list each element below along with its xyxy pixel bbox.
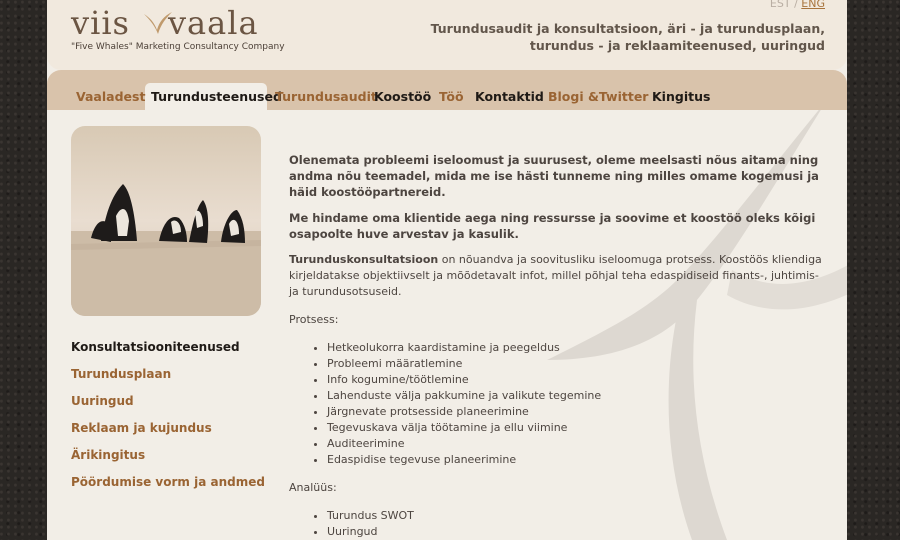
sidebar-item-poordumise-vorm[interactable]: Pöördumise vorm ja andmed: [71, 475, 265, 489]
orca-photo: [71, 126, 261, 316]
lang-separator: /: [794, 0, 798, 10]
process-list: [289, 340, 829, 468]
list-item: • Probleemi määratlemine: [327, 356, 829, 372]
sidebar-item-turundusplaan[interactable]: Turundusplaan: [71, 367, 172, 381]
nav-item-turundusaudit[interactable]: Turundusaudit: [275, 89, 377, 104]
header: [47, 0, 847, 70]
lang-est-link[interactable]: EST: [769, 0, 791, 10]
list-item: • Hetkeolukorra kaardistamine ja peegeldus: [327, 340, 829, 356]
nav-item-koostoo[interactable]: Koostöö: [374, 89, 432, 104]
intro-paragraph: [289, 252, 829, 300]
intro-text: on nõuandva ja soovitusliku iseloomuga protsess. Koostöös kliendiga kirjeldatakse objektiivselt ja mõõdetavalt infot, millel põhjal teha edaspidiseid finants-, juhtimis- ja turundusotsuseid.: [289, 253, 822, 298]
process-label: Protsess:: [289, 313, 339, 326]
list-item: • Auditeerimine: [327, 436, 829, 452]
nav-item-kontaktid[interactable]: Kontaktid: [475, 89, 544, 104]
list-item: • Uuringud: [327, 524, 829, 540]
whale-tail-logo-icon: [142, 8, 174, 36]
tagline-line1: Turundusaudit ja konsultatsioon, äri - ja turundusplaan,: [430, 21, 825, 36]
lead-paragraph-2: Me hindame oma klientide aega ning ressursse ja soovime et koostöö oleks kõigi osapoolte huve arvestav ja kasulik.: [289, 211, 816, 241]
list-item: • Tegevuskava välja töötamine ja ellu viimine: [327, 420, 829, 436]
logo-tagline: "Five Whales" Marketing Consultancy Company: [71, 42, 285, 52]
nav-item-kingitus[interactable]: Kingitus: [652, 89, 711, 104]
language-switcher: [770, 0, 825, 10]
lang-eng-link[interactable]: ENG: [801, 0, 825, 10]
nav-item-turundusteenused[interactable]: Turundusteenused: [151, 89, 282, 104]
analysis-list: [289, 508, 829, 540]
sidebar-nav: [71, 340, 281, 502]
logo-text: viis vaala: [71, 4, 259, 42]
list-item: • Edaspidise tegevuse planeerimine: [327, 452, 829, 468]
sidebar-item-uuringud[interactable]: Uuringud: [71, 394, 134, 408]
tagline-line2: turundus - ja reklaamiteenused, uuringud: [529, 38, 825, 53]
nav-item-blogi-twitter[interactable]: Blogi &Twitter: [548, 89, 649, 104]
main-content: [289, 152, 829, 540]
sidebar-item-konsultatsiooniteenused[interactable]: Konsultatsiooniteenused: [71, 340, 240, 354]
nav-item-vaaladest[interactable]: Vaaladest: [76, 89, 146, 104]
main-nav: [47, 70, 847, 110]
analysis-label: Analüüs:: [289, 481, 337, 494]
sidebar-item-reklaam-ja-kujundus[interactable]: Reklaam ja kujundus: [71, 421, 212, 435]
sidebar-item-arikingitus[interactable]: Ärikingitus: [71, 448, 146, 462]
intro-bold-term: Turunduskonsultatsioon: [289, 253, 439, 266]
lead-paragraph-1: Olenemata probleemi iseloomust ja suurusest, oleme meelsasti nõus aitama ning andma nõu teemadel, mida me ise hästi tunneme ning milles omame kogemusi ja häid koostööpartnereid.: [289, 153, 819, 199]
list-item: • Info kogumine/töötlemine: [327, 372, 829, 388]
nav-item-too[interactable]: Töö: [439, 89, 464, 104]
header-tagline: [405, 20, 825, 54]
list-item: • Järgnevate protsesside planeerimine: [327, 404, 829, 420]
logo[interactable]: [47, 0, 307, 60]
list-item: • Lahenduste välja pakkumine ja valikute tegemine: [327, 388, 829, 404]
list-item: • Turundus SWOT: [327, 508, 829, 524]
page: [47, 0, 847, 540]
